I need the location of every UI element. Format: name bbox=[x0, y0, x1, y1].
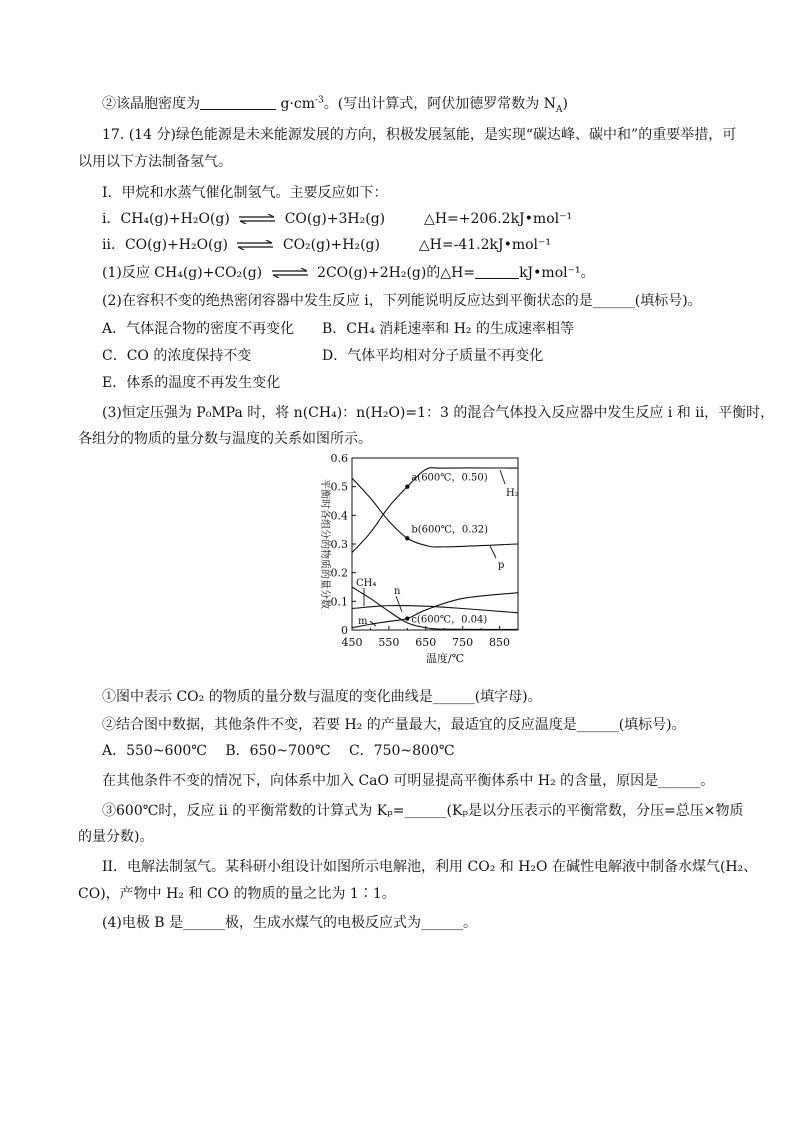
x-axis-label: 温度/℃ bbox=[425, 652, 465, 665]
x-tick-label: 650 bbox=[415, 636, 437, 649]
y-tick-label: 0 bbox=[341, 624, 348, 637]
y-tick-label: 0.5 bbox=[330, 480, 348, 494]
series-label: p bbox=[498, 560, 505, 571]
question-3-1: ①图中表示 CO₂ 的物质的量分数与温度的变化曲线是______(填字母)。 bbox=[102, 689, 542, 705]
x-tick-label: 850 bbox=[489, 636, 511, 649]
series-label: n bbox=[394, 586, 401, 597]
series-leader-line bbox=[490, 546, 496, 558]
plot-frame bbox=[352, 458, 518, 630]
option-c: C．CO 的浓度保持不变 bbox=[102, 348, 252, 364]
q17-intro-2: 以用以下方法制备氢气。 bbox=[78, 154, 232, 170]
y-tick-label: 0.1 bbox=[330, 595, 348, 609]
equilibrium-arrow-icon bbox=[236, 240, 274, 250]
q17-intro-1: 17. (14 分)绿色能源是未来能源发展的方向，积极发展氢能，是实现“碳达峰、碳中和”的重要举措，可 bbox=[102, 127, 737, 143]
answer-blank[interactable] bbox=[475, 264, 519, 279]
question-4: (4)电极 B 是______极，生成水煤气的电极反应式为______。 bbox=[102, 915, 478, 931]
y-tick-label: 0.4 bbox=[330, 509, 348, 523]
x-tick-label: 750 bbox=[452, 636, 474, 649]
annotation-label: c(600℃，0.04) bbox=[411, 614, 488, 626]
reaction-ii: ii．CO(g)+H₂O(g) CO₂(g)+H₂(g) △H=-41.2kJ•mol⁻¹ bbox=[102, 237, 552, 253]
part2-text-2: CO)，产物中 H₂ 和 CO 的物质的量之比为 1∶1。 bbox=[78, 886, 396, 902]
annotation-point bbox=[405, 484, 409, 488]
y-tick-label: 0.3 bbox=[330, 538, 348, 551]
annotation-label: a(600℃，0.50) bbox=[411, 472, 488, 484]
question-3-stem-2: 各组分的物质的量分数与温度的关系如图所示。 bbox=[78, 431, 372, 447]
question-3-3-b: 的量分数)。 bbox=[78, 829, 154, 845]
annotation-label: b(600℃，0.32) bbox=[411, 524, 489, 536]
option-e: E．体系的温度不再发生变化 bbox=[102, 375, 281, 391]
question-1: (1)反应 CH₄(g)+CO₂(g) 2CO(g)+2H₂(g)的△H= kJ•mol⁻¹。 bbox=[102, 265, 595, 281]
equilibrium-chart bbox=[300, 448, 530, 673]
question-3-3-a: ③600℃时，反应 ii 的平衡常数的计算式为 Kₚ=______(Kₚ是以分压表示的平衡常数，分压=总压×物质 bbox=[102, 803, 744, 819]
option-a: A．气体混合物的密度不再变化 bbox=[102, 321, 295, 337]
series-label: m bbox=[358, 616, 368, 627]
answer-blank[interactable] bbox=[200, 95, 276, 110]
question-3-2-cao: 在其他条件不变的情况下，向体系中加入 CaO 可明显提高平衡体系中 H₂ 的含量，原因是______。 bbox=[102, 773, 715, 789]
series-label: CH₄ bbox=[356, 578, 377, 589]
x-tick-label: 550 bbox=[378, 636, 400, 649]
y-tick-label: 0.2 bbox=[330, 566, 348, 580]
question-3-2: ②结合图中数据，其他条件不变，若要 H₂ 的产量最大，最适宜的反应温度是______(填标号)。 bbox=[102, 717, 686, 733]
equilibrium-arrow-icon bbox=[271, 268, 309, 278]
q16-item2: ②该晶胞密度为 $g\cdot cm^{-3}$。(写出计算式，阿伏加德罗常数为 $N_A$) bbox=[102, 95, 568, 115]
option-b: B．CH₄ 消耗速率和 H₂ 的生成速率相等 bbox=[322, 321, 574, 337]
series-leader-line bbox=[396, 596, 402, 612]
series-line-p bbox=[352, 478, 518, 547]
part2-text-1: II．电解法制氢气。某科研小组设计如图所示电解池，利用 CO₂ 和 H₂O 在碱性电解液中制备水煤气(H₂、 bbox=[102, 859, 758, 875]
y-tick-label: 0.6 bbox=[330, 452, 348, 465]
series-leader-line bbox=[500, 470, 505, 484]
part1-title: I．甲烷和水蒸气催化制氢气。主要反应如下： bbox=[102, 185, 388, 201]
annotation-point bbox=[405, 536, 409, 540]
x-tick-label: 450 bbox=[341, 636, 363, 649]
question-3-stem-1: (3)恒定压强为 P₀MPa 时，将 n(CH₄)：n(H₂O)=1：3 的混合气体投入反应器中发生反应 i 和 ii，平衡时， bbox=[102, 405, 775, 421]
equilibrium-arrow-icon bbox=[238, 214, 276, 224]
question-2: (2)在容积不变的绝热密闭容器中发生反应 i，下列能说明反应达到平衡状态的是______(填标号)。 bbox=[102, 293, 702, 309]
reaction-i: i．CH₄(g)+H₂O(g) CO(g)+3H₂(g) △H=+206.2kJ•mol⁻¹ bbox=[102, 211, 573, 227]
option-d: D．气体平均相对分子质量不再变化 bbox=[322, 348, 544, 364]
series-label: H₂ bbox=[506, 488, 519, 499]
question-3-2-options: A．550~600℃ B．650~700℃ C．750~800℃ bbox=[102, 743, 455, 759]
annotation-point bbox=[405, 616, 409, 620]
y-axis-label: 平衡时各组分的物质的量分数 bbox=[319, 479, 330, 609]
